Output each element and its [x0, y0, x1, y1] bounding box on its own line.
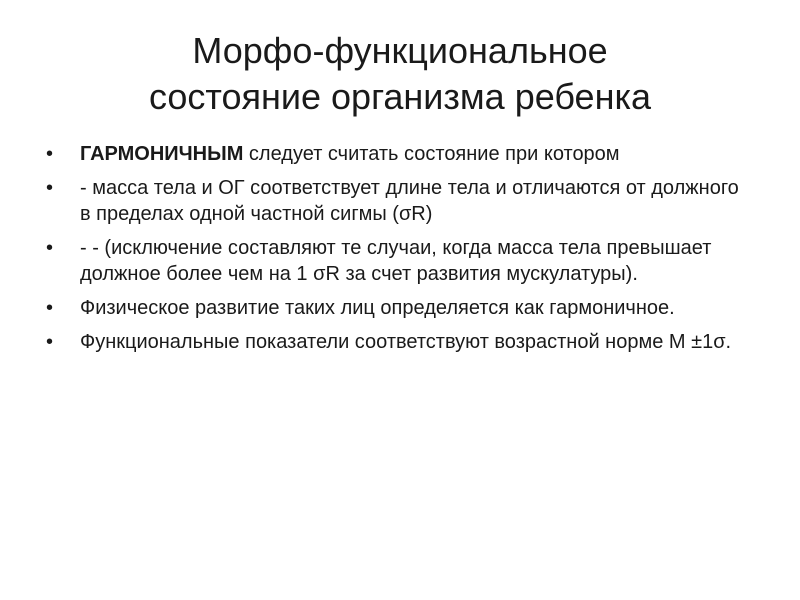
bullet-item-1	[44, 141, 744, 167]
bullet-marker: •	[46, 331, 54, 353]
bullet-list	[44, 141, 744, 363]
bullet-item-2	[44, 175, 744, 227]
bullet-1-text: следует считать состояние при котором	[243, 143, 620, 165]
bullet-item-5	[44, 329, 744, 355]
slide-title-line-2: состояние организма ребенка	[148, 76, 652, 117]
bullet-item-4	[44, 295, 744, 321]
slide-title	[40, 28, 760, 120]
bullet-2-text: - масса тела и ОГ соответствует длине тела и отличаются от должного в пределах одной частной сигмы (σR)	[80, 177, 739, 225]
bullet-marker: •	[46, 177, 54, 199]
bullet-4-text: Физическое развитие таких лиц определяется как гармоничное.	[80, 297, 675, 319]
bullet-item-3	[44, 235, 744, 287]
bullet-marker: •	[46, 143, 54, 165]
bullet-marker: •	[46, 297, 54, 319]
bullet-3-text: - - (исключение составляют те случаи, когда масса тела превышает должное более чем на 1 σR за счет развития мускулатуры).	[80, 237, 712, 285]
bullet-5-text: Функциональные показатели соответствуют возрастной норме М ±1σ.	[80, 331, 732, 353]
bullet-1-emphasis: ГАРМОНИЧНЫМ	[80, 143, 244, 165]
slide-title-line-1: Морфо-функциональное	[192, 30, 608, 71]
bullet-marker: •	[46, 237, 54, 259]
